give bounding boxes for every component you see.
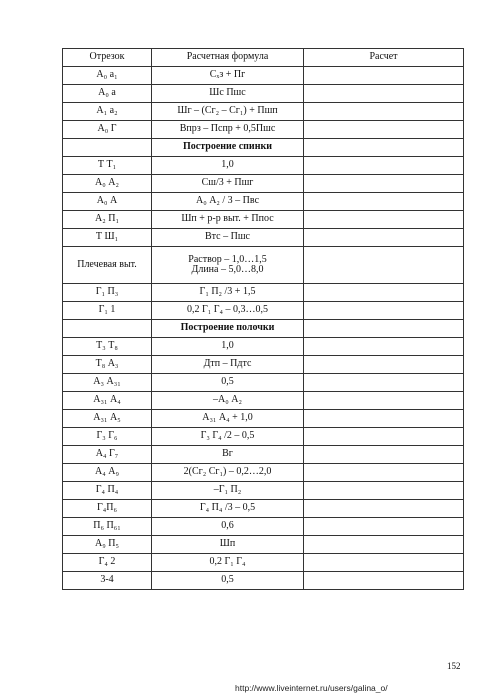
table-row (63, 518, 464, 536)
segment-cell: А₄ А₉ (63, 464, 152, 482)
calculation-cell (304, 175, 464, 193)
formula-cell: Г₁ П₂ /3 + 1,5 (152, 284, 304, 302)
table-row (63, 211, 464, 229)
formula-cell (152, 247, 304, 284)
table-row (63, 482, 464, 500)
table-row (63, 284, 464, 302)
table-row (63, 428, 464, 446)
formula-cell: Сₓз + Пг (152, 67, 304, 85)
calculation-cell (304, 518, 464, 536)
calculation-cell (304, 157, 464, 175)
section-blank-cell (63, 139, 152, 157)
table-row (63, 157, 464, 175)
section-title: Построение полочки (152, 320, 304, 338)
calculation-cell (304, 247, 464, 284)
formula-cell: А₃₁ А₄ + 1,0 (152, 410, 304, 428)
segment-cell: Плечевая выт. (63, 247, 152, 284)
table-row (63, 554, 464, 572)
table-row (63, 464, 464, 482)
table-row (63, 229, 464, 247)
calculation-cell (304, 284, 464, 302)
calculation-cell (304, 356, 464, 374)
calculation-cell (304, 446, 464, 464)
formula-cell: Шп (152, 536, 304, 554)
segment-cell: А₃₁ А₄ (63, 392, 152, 410)
calculation-cell (304, 211, 464, 229)
formula-cell: 0,2 Г₁ Г₄ – 0,3…0,5 (152, 302, 304, 320)
segment-cell: А₀ А (63, 193, 152, 211)
formula-cell: Впрз – Пспр + 0,5Пшс (152, 121, 304, 139)
calculation-cell (304, 554, 464, 572)
formula-cell: 0,2 Г₁ Г₄ (152, 554, 304, 572)
table-row (63, 446, 464, 464)
calculation-cell (304, 482, 464, 500)
formula-cell: Вг (152, 446, 304, 464)
table-row (63, 67, 464, 85)
calculation-cell (304, 536, 464, 554)
formula-cell: –А₀ А₂ (152, 392, 304, 410)
table-row (63, 103, 464, 121)
formula-cell: Сш/3 + Пшг (152, 175, 304, 193)
formula-cell: –Г₁ П₂ (152, 482, 304, 500)
formula-cell: 1,0 (152, 338, 304, 356)
table-row (63, 536, 464, 554)
formula-cell: Шс Пшс (152, 85, 304, 103)
formula-cell: Дтп – Пдтс (152, 356, 304, 374)
calculation-cell (304, 229, 464, 247)
header-formula: Расчетная формула (152, 49, 304, 67)
segment-cell: Г₄ П₄ (63, 482, 152, 500)
segment-cell: П₆ П₆₁ (63, 518, 152, 536)
table-row (63, 302, 464, 320)
segment-cell: Г₄П₆ (63, 500, 152, 518)
table-row (63, 356, 464, 374)
header-calculation: Расчет (304, 49, 464, 67)
table-row (63, 85, 464, 103)
calculation-cell (304, 374, 464, 392)
segment-cell: Г₁ 1 (63, 302, 152, 320)
formula-cell: 0,5 (152, 374, 304, 392)
segment-cell: А₄ Г₇ (63, 446, 152, 464)
calculation-cell (304, 139, 464, 157)
table-row (63, 121, 464, 139)
calculation-cell (304, 67, 464, 85)
calculation-cell (304, 410, 464, 428)
segment-cell: А₀ а (63, 85, 152, 103)
calculation-table (62, 48, 464, 590)
segment-cell: Т Ш₁ (63, 229, 152, 247)
segment-cell: А₀ Г (63, 121, 152, 139)
formula-cell: А₀ А₂ / 3 – Пвс (152, 193, 304, 211)
formula-cell: Г₄ П₄ /3 – 0,5 (152, 500, 304, 518)
section-blank-cell (63, 320, 152, 338)
header-segment: Отрезок (63, 49, 152, 67)
table-row (63, 392, 464, 410)
segment-cell: Г₁ П₃ (63, 284, 152, 302)
formula-cell: Г₃ Г₄ /2 – 0,5 (152, 428, 304, 446)
segment-cell: 3-4 (63, 572, 152, 590)
table-body (63, 67, 464, 590)
calculation-cell (304, 121, 464, 139)
calculation-cell (304, 103, 464, 121)
calculation-cell (304, 85, 464, 103)
page-number: 152 (447, 661, 461, 671)
table-row (63, 500, 464, 518)
segment-cell: А₉ П₅ (63, 536, 152, 554)
calculation-cell (304, 302, 464, 320)
segment-cell: Г₄ 2 (63, 554, 152, 572)
segment-cell: Г₃ Г₆ (63, 428, 152, 446)
table-row (63, 374, 464, 392)
segment-cell: А₃ А₃₁ (63, 374, 152, 392)
segment-cell: А₂ П₁ (63, 211, 152, 229)
calculation-cell (304, 338, 464, 356)
calculation-cell (304, 320, 464, 338)
segment-cell: А₀ а₁ (63, 67, 152, 85)
section-title: Построение спинки (152, 139, 304, 157)
formula-cell: 2(Сг₂ Сг₁) – 0,2…2,0 (152, 464, 304, 482)
table-row (63, 572, 464, 590)
formula-cell: 0,5 (152, 572, 304, 590)
table-header-row (63, 49, 464, 67)
calculation-cell (304, 428, 464, 446)
table-row (63, 338, 464, 356)
segment-cell: Т Т₁ (63, 157, 152, 175)
formula-cell: Шг – (Сг₂ – Сг₁) + Пшп (152, 103, 304, 121)
formula-cell: 1,0 (152, 157, 304, 175)
formula-cell: Шп + р-р выт. + Ппос (152, 211, 304, 229)
calculation-cell (304, 572, 464, 590)
table-row (63, 247, 464, 284)
calculation-cell (304, 392, 464, 410)
segment-cell: А₁ а₂ (63, 103, 152, 121)
calculation-cell (304, 464, 464, 482)
section-row (63, 139, 464, 157)
formula-line: Длина – 5,0…8,0 (191, 264, 264, 275)
formula-cell: Втс – Пшс (152, 229, 304, 247)
section-row (63, 320, 464, 338)
table-row (63, 175, 464, 193)
table-row (63, 193, 464, 211)
segment-cell: А₃₁ А₅ (63, 410, 152, 428)
calculation-cell (304, 193, 464, 211)
calculation-cell (304, 500, 464, 518)
watermark-url: http://www.liveinternet.ru/users/galina_o/ (235, 683, 388, 693)
segment-cell: Т₈ А₃ (63, 356, 152, 374)
segment-cell: Т₃ Т₈ (63, 338, 152, 356)
formula-line: Раствор – 1,0…1,5 (188, 253, 267, 265)
formula-cell: 0,6 (152, 518, 304, 536)
table-row (63, 410, 464, 428)
segment-cell: А₀ А₂ (63, 175, 152, 193)
